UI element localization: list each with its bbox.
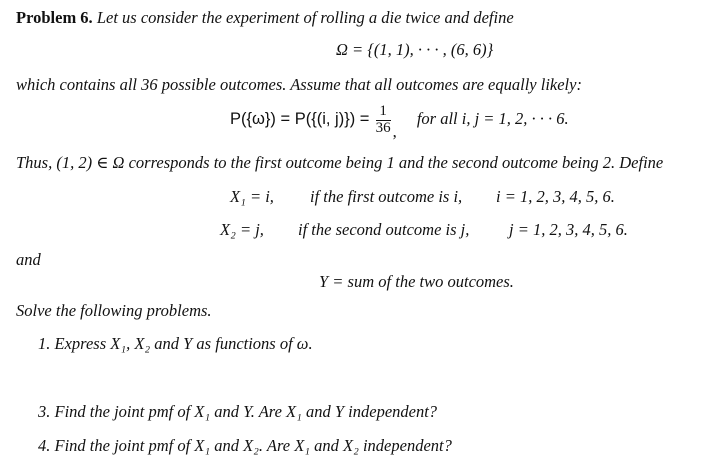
x1-range: i = 1, 2, 3, 4, 5, 6.: [496, 187, 615, 206]
problem-line-1: [16, 10, 514, 27]
and-word: and: [16, 250, 41, 269]
x1-definition: X₁ = i,: [230, 187, 274, 206]
probability-equation: [230, 104, 569, 141]
problem-intro: Let us consider the experiment of rolling a die twice and define: [96, 8, 514, 27]
probability-lhs: P({ω}) = P({(i, j)}) =: [230, 110, 370, 129]
fraction-comma: ,: [392, 122, 397, 141]
x2-definition: X₂ = j,: [220, 220, 264, 239]
probability-fraction: [376, 104, 391, 137]
list-item: 3. Find the joint pmf of X₁ and Y. Are X₁ and Y independent?: [38, 402, 438, 421]
y-definition: Y = sum of the two outcomes.: [319, 272, 514, 291]
fraction-denominator: 36: [375, 119, 391, 136]
probability-condition: for all i, j = 1, 2, · · · 6.: [416, 109, 569, 129]
outcomes-sentence: which contains all 36 possible outcomes. Assume that all outcomes are equally likely:: [16, 75, 582, 94]
solve-heading: Solve the following problems.: [16, 301, 212, 320]
fraction-numerator: 1: [376, 104, 391, 121]
x1-condition: if the first outcome is i,: [310, 187, 463, 206]
thus-sentence: Thus, (1, 2) ∈ Ω corresponds to the first outcome being 1 and the second outcome being 2. Define: [16, 153, 664, 172]
x2-range: j = 1, 2, 3, 4, 5, 6.: [509, 220, 628, 239]
list-item: 4. Find the joint pmf of X₁ and X₂. Are X₁ and X₂ independent?: [38, 436, 452, 455]
omega-definition: Ω = {(1, 1), · · · , (6, 6)}: [336, 40, 494, 59]
list-item: 1. Express X₁, X₂ and Y as functions of ω.: [38, 334, 313, 353]
problem-label: Problem 6.: [16, 8, 93, 27]
x2-condition: if the second outcome is j,: [298, 220, 470, 239]
